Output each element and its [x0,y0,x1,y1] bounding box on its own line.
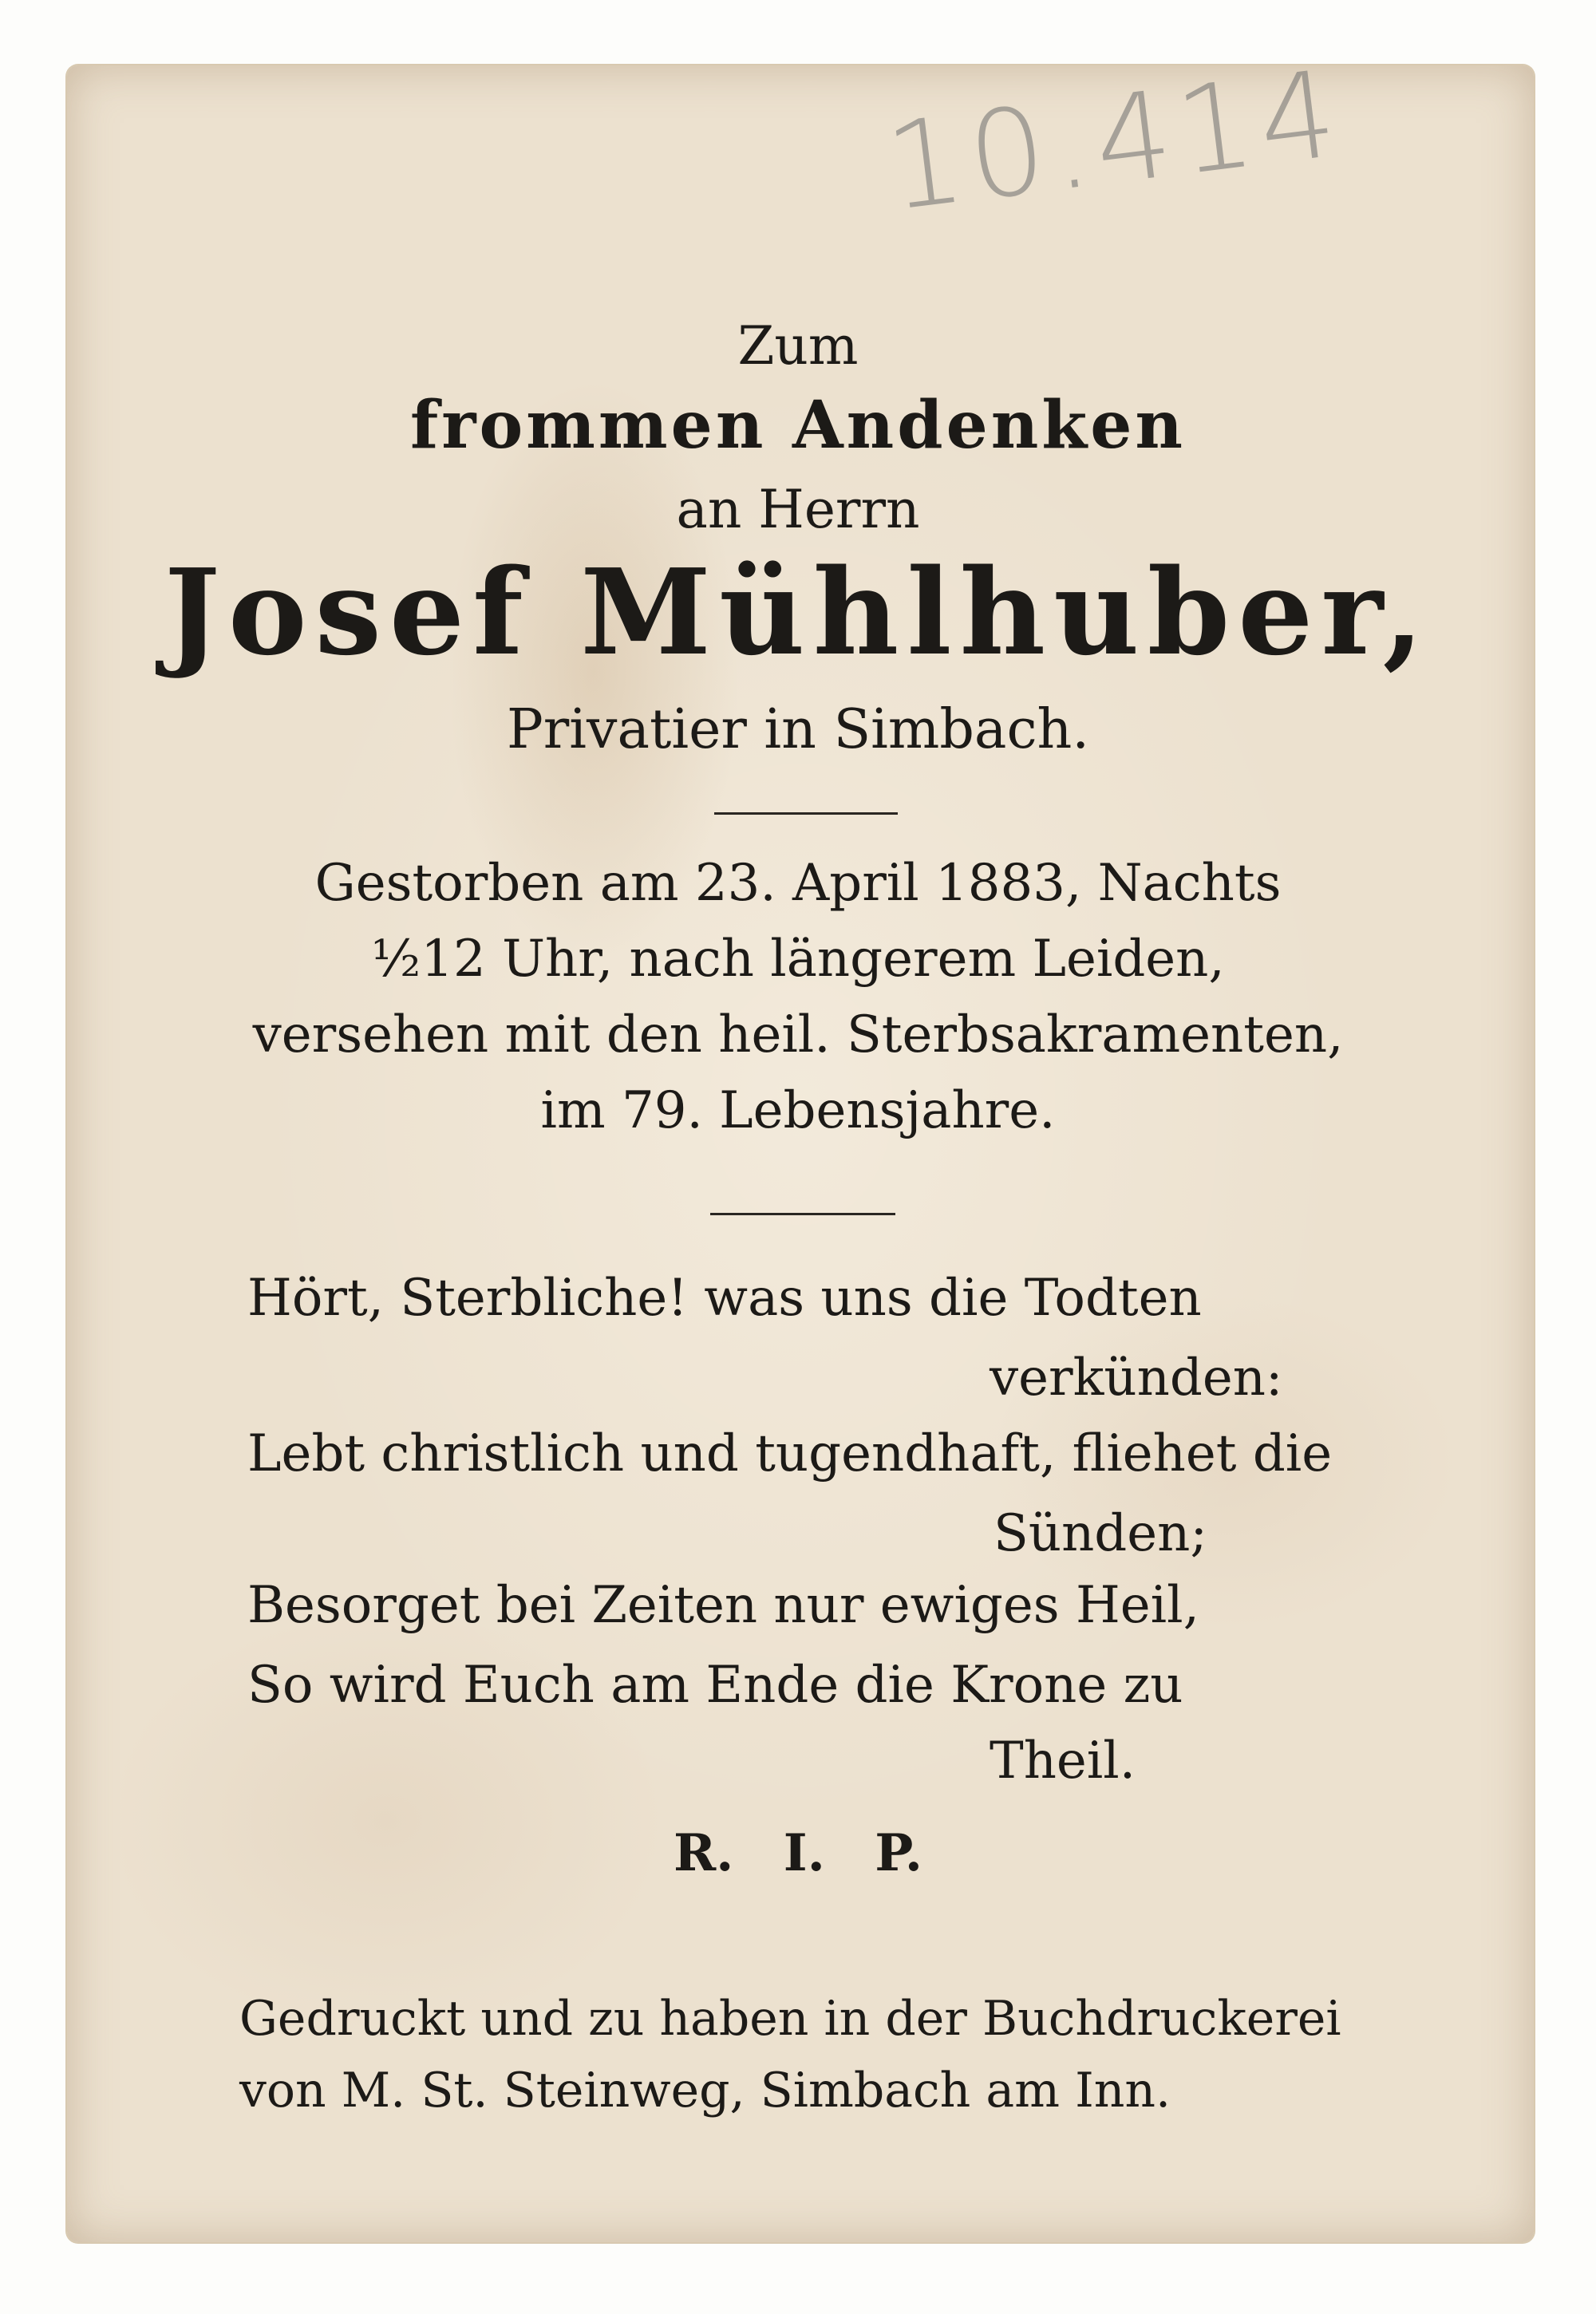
deceased-name: Josef Mühlhuber, [164,543,1432,681]
divider-top [714,812,898,815]
verse-line-1: Hört, Sterbliche! was uns die Todten [247,1269,1202,1328]
deceased-description: Privatier in Simbach. [507,698,1089,761]
verse-line-5: Besorget bei Zeiten nur ewiges Heil, [247,1576,1199,1635]
rip-closing: R. I. P. [673,1823,923,1883]
printer-line-1: Gedruckt und zu haben in der Buchdruckerei [239,1991,1341,2047]
verse-line-7: Theil. [990,1732,1136,1791]
death-line-2: ½12 Uhr, nach längerem Leiden, [371,930,1225,989]
death-line-4: im 79. Lebensjahre. [540,1081,1056,1140]
heading-andenken: frommen Andenken [409,387,1186,464]
death-line-1: Gestorben am 23. April 1883, Nachts [314,854,1282,913]
verse-line-2: verkünden: [990,1349,1283,1408]
verse-line-6: So wird Euch am Ende die Krone zu [247,1656,1183,1715]
printer-line-2: von M. St. Steinweg, Simbach am Inn. [239,2063,1171,2119]
verse-line-3: Lebt christlich und tugendhaft, fliehet die [247,1424,1333,1483]
heading-an-herrn: an Herrn [676,479,920,540]
divider-middle [710,1213,895,1215]
archive-number: 10.414 [879,44,1350,239]
verse-line-4: Sünden; [994,1504,1207,1563]
death-line-3: versehen mit den heil. Sterbsakramenten, [252,1005,1344,1064]
heading-zum: Zum [737,315,859,377]
